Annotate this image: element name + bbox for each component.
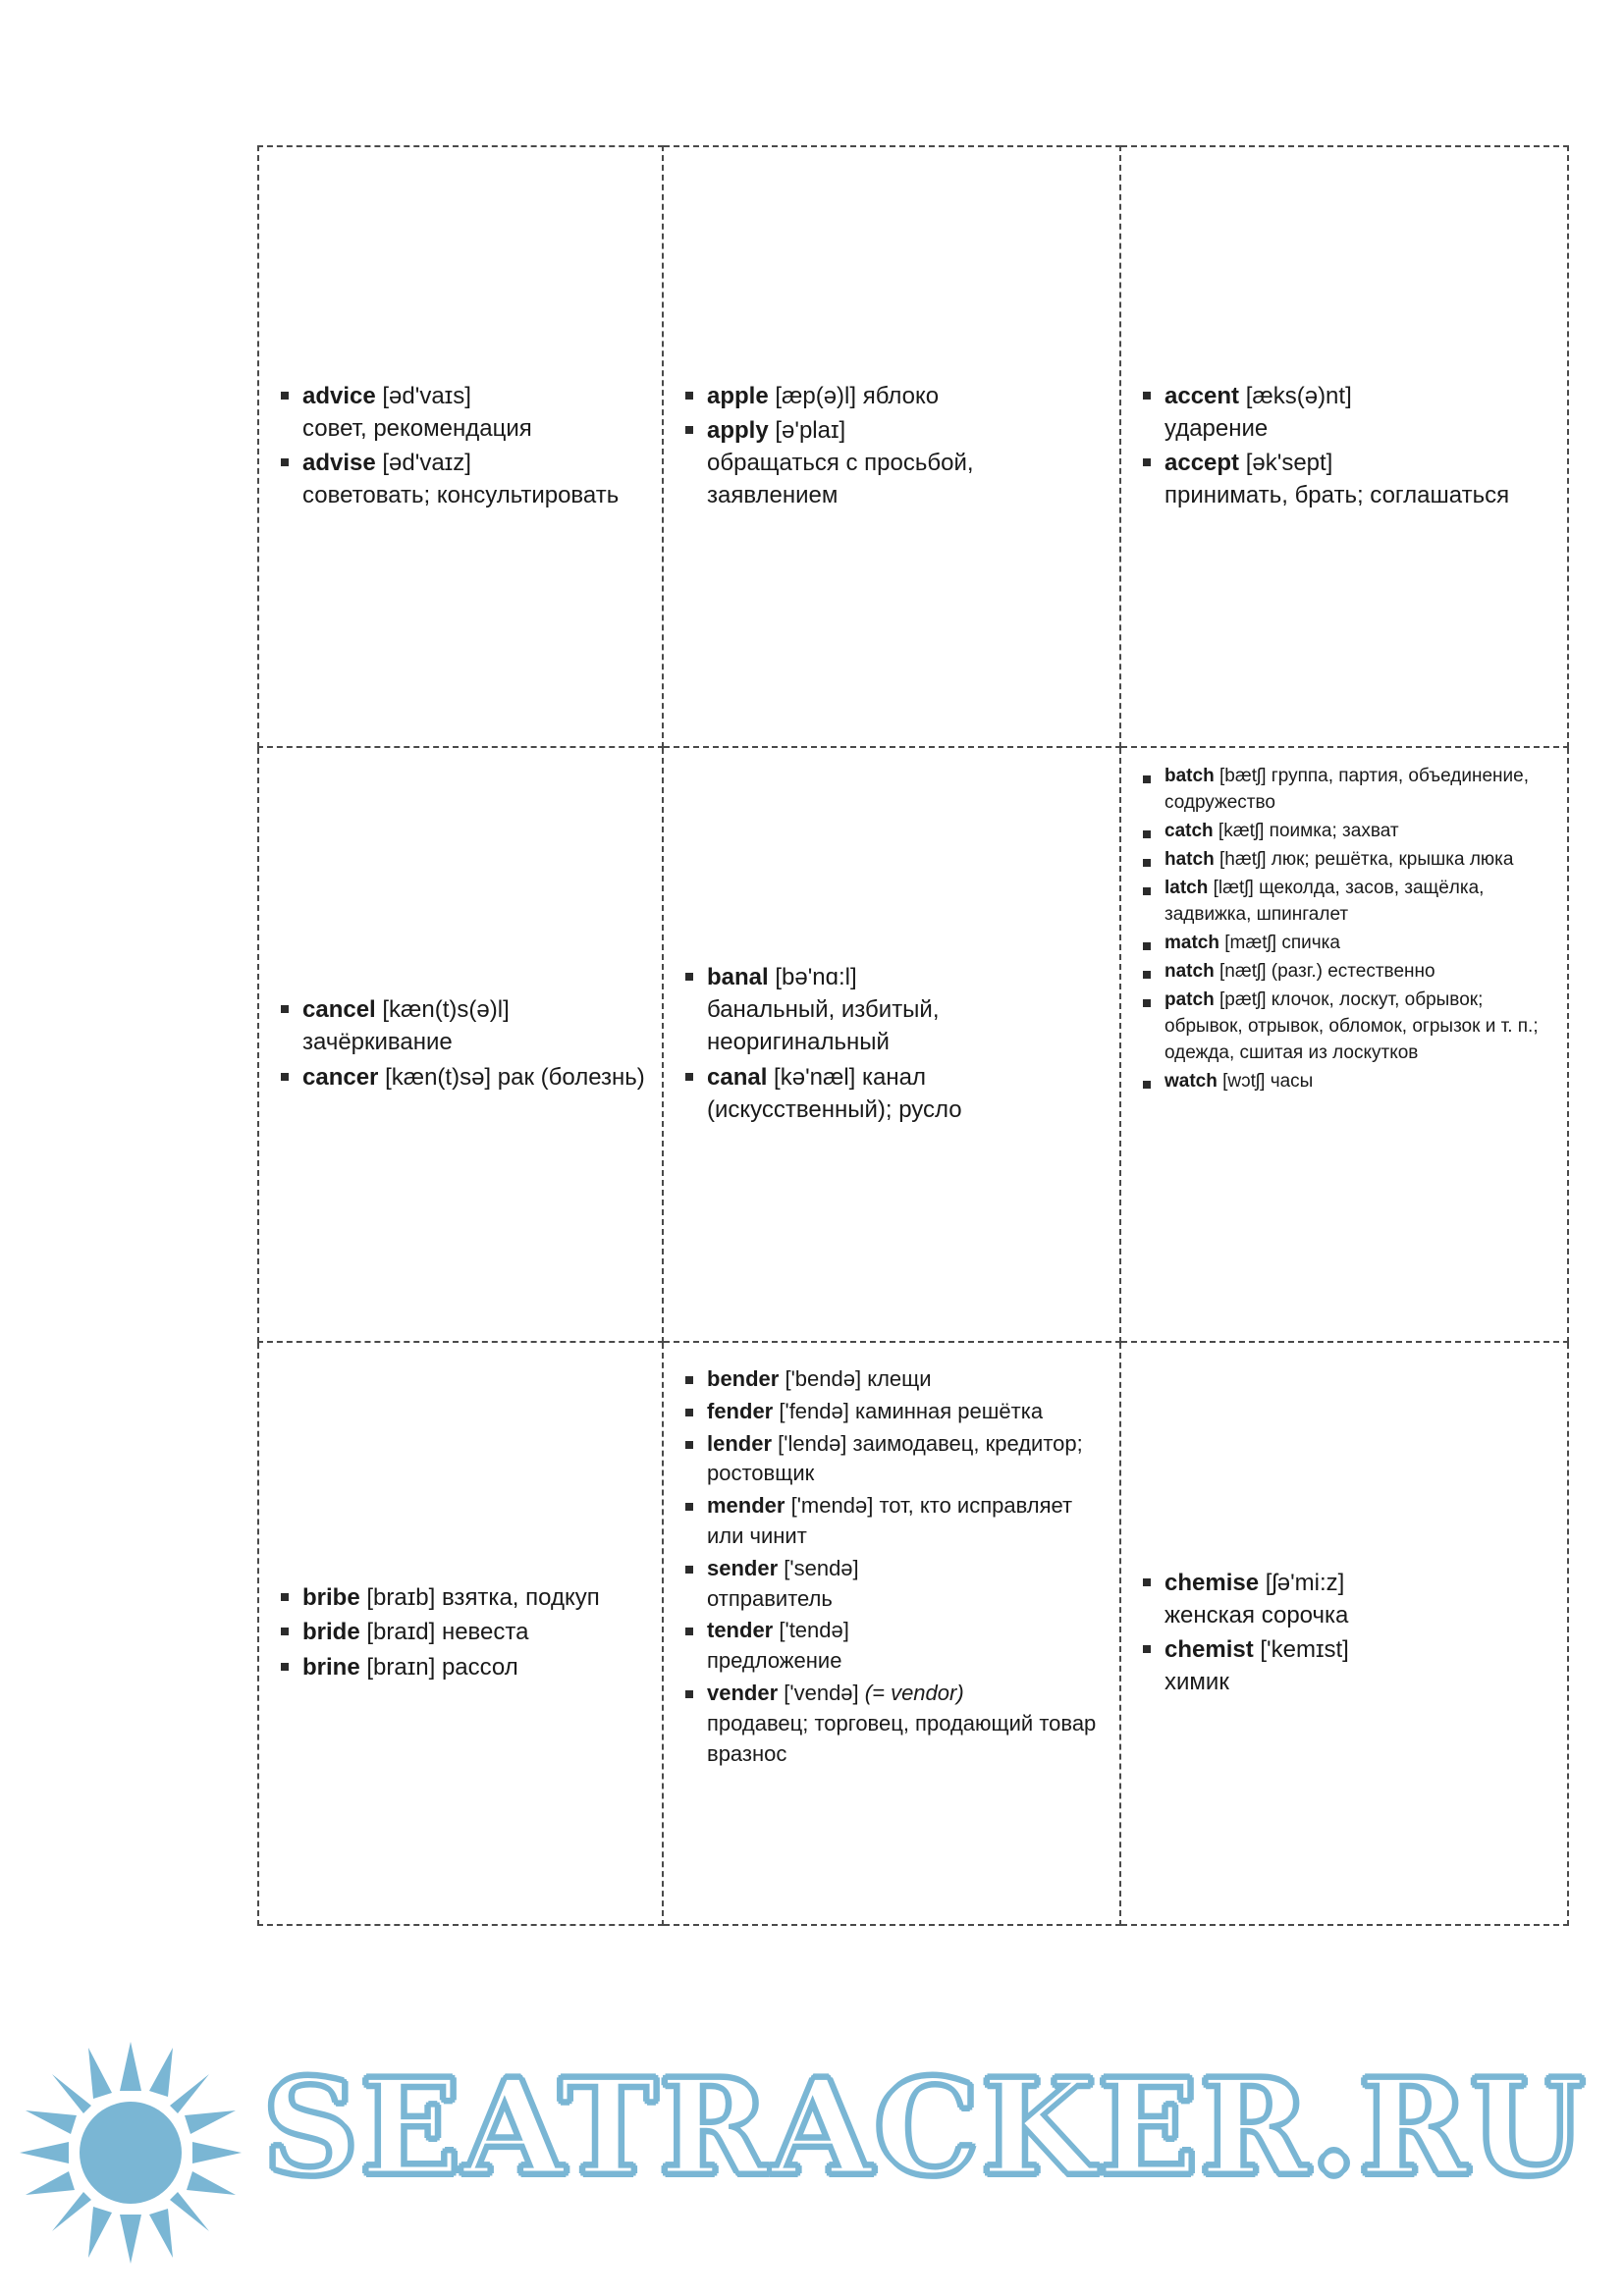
- list-item: [1139, 847, 1553, 874]
- list-item: [1139, 959, 1553, 986]
- pronunciation: ['kemɪst]: [1260, 1636, 1349, 1663]
- entry-list: [681, 1364, 1106, 1769]
- list-item: [277, 993, 648, 1058]
- cell-r3c1: [258, 1342, 663, 1925]
- list-item: [1139, 876, 1553, 929]
- list-item: [681, 1679, 1106, 1769]
- pronunciation: [ək'sept]: [1245, 450, 1333, 476]
- pronunciation: [kæn(t)s(ə)l]: [382, 996, 510, 1024]
- sun-icon: [18, 2040, 244, 2266]
- definition: банальный, избитый, неоригинальный: [707, 996, 940, 1056]
- list-item: [681, 414, 1106, 511]
- definition: принимать, брать; соглашаться: [1164, 482, 1510, 509]
- cell-r1c1: [258, 146, 663, 747]
- pronunciation: ['lendə]: [778, 1430, 847, 1456]
- definition: канал (искусственный); русло: [707, 1063, 962, 1123]
- usage-note: (= vendor): [864, 1680, 964, 1705]
- headword: hatch: [1164, 848, 1215, 870]
- table-row: [258, 146, 1568, 747]
- pronunciation: [æks(ə)nt]: [1245, 382, 1352, 409]
- pronunciation: [mætʃ]: [1224, 932, 1277, 953]
- headword: patch: [1164, 988, 1215, 1010]
- headword: batch: [1164, 766, 1215, 786]
- entry-list: [277, 993, 648, 1093]
- pronunciation: [nætʃ]: [1218, 960, 1267, 982]
- list-item: [1139, 1567, 1553, 1631]
- table-row: [258, 747, 1568, 1342]
- headword: canal: [707, 1063, 768, 1091]
- headword: cancer: [302, 1063, 379, 1091]
- cell-r3c3: [1120, 1342, 1568, 1925]
- list-item: [681, 961, 1106, 1058]
- definition: клещи: [867, 1366, 932, 1391]
- headword: tender: [707, 1618, 774, 1643]
- list-item: [1139, 931, 1553, 957]
- cell-r2c1: [258, 747, 663, 1342]
- table-row: [258, 1342, 1568, 1925]
- pronunciation: ['sendə]: [784, 1555, 859, 1580]
- pronunciation: [əd'vaɪz]: [382, 450, 471, 476]
- cell-r3c2: [663, 1342, 1120, 1925]
- definition: заимодавец, кредитор; ростовщик: [707, 1430, 1083, 1486]
- entry-list: [1139, 764, 1553, 1095]
- list-item: [1139, 819, 1553, 845]
- definition: клочок, лоскут, обрывок; обрывок, отрывок, обломок, огрызок и т. п.; одежда, сшитая из лоскутков: [1164, 988, 1539, 1063]
- list-item: [1139, 1633, 1553, 1698]
- headword: chemise: [1164, 1569, 1260, 1596]
- definition: тот, кто исправляет или чинит: [707, 1493, 1073, 1548]
- pronunciation: [braɪn]: [366, 1653, 436, 1681]
- definition: совет, рекомендация: [302, 414, 532, 442]
- definition: продавец; торговец, продающий товар вразнос: [707, 1710, 1097, 1766]
- definition: невеста: [441, 1619, 529, 1646]
- definition: химик: [1164, 1669, 1229, 1696]
- definition: люк; решётка, крышка люка: [1271, 848, 1514, 870]
- pronunciation: [kə'næl]: [774, 1063, 856, 1091]
- list-item: [681, 380, 1106, 412]
- list-item: [277, 1616, 648, 1648]
- pronunciation: [braɪd]: [366, 1619, 436, 1646]
- headword: advice: [302, 382, 376, 409]
- headword: accent: [1164, 382, 1240, 409]
- headword: match: [1164, 932, 1219, 953]
- definition: обращаться с просьбой, заявлением: [707, 450, 974, 509]
- list-item: [277, 1651, 648, 1683]
- pronunciation: [kæn(t)sə]: [385, 1063, 492, 1091]
- vocabulary-sheet: [257, 145, 1539, 1912]
- list-item: [1139, 988, 1553, 1067]
- entry-list: [681, 961, 1106, 1126]
- definition: рассол: [441, 1653, 518, 1681]
- headword: natch: [1164, 960, 1215, 982]
- list-item: [681, 1061, 1106, 1126]
- definition: каминная решётка: [854, 1398, 1044, 1423]
- cell-r1c2: [663, 146, 1120, 747]
- entry-list: [277, 1581, 648, 1682]
- definition: щеколда, засов, защёлка, задвижка, шпингалет: [1164, 877, 1485, 925]
- pronunciation: [əd'vaɪs]: [382, 382, 471, 409]
- definition: (разг.) естественно: [1271, 960, 1435, 982]
- list-item: [277, 447, 648, 511]
- pronunciation: [wɔtʃ]: [1222, 1070, 1266, 1092]
- entry-list: [277, 380, 648, 511]
- headword: accept: [1164, 450, 1240, 476]
- pronunciation: [kætʃ]: [1218, 820, 1265, 841]
- definition: группа, партия, объединение, содружество: [1164, 766, 1529, 813]
- headword: bribe: [302, 1584, 360, 1612]
- list-item: [277, 1061, 648, 1094]
- pronunciation: ['mendə]: [790, 1493, 874, 1519]
- headword: cancel: [302, 996, 376, 1024]
- pronunciation: ['tendə]: [779, 1618, 849, 1643]
- list-item: [277, 1581, 648, 1614]
- watermark: [0, 2032, 1624, 2268]
- headword: banal: [707, 964, 769, 991]
- entry-list: [1139, 380, 1553, 511]
- list-item: [1139, 447, 1553, 511]
- definition: рак (болезнь): [497, 1063, 645, 1091]
- definition: зачёркивание: [302, 1029, 453, 1056]
- pronunciation: ['fendə]: [779, 1398, 849, 1423]
- headword: apple: [707, 382, 769, 409]
- watermark-text: SEATRACKER.RU: [263, 2050, 1588, 2205]
- definition: поимка; захват: [1269, 820, 1399, 841]
- headword: apply: [707, 416, 769, 444]
- headword: watch: [1164, 1070, 1218, 1092]
- headword: bender: [707, 1366, 780, 1391]
- cell-r2c2: [663, 747, 1120, 1342]
- definition: ударение: [1164, 414, 1269, 442]
- list-item: [681, 1364, 1106, 1395]
- headword: catch: [1164, 820, 1214, 841]
- pronunciation: [bə'nɑ:l]: [775, 964, 857, 991]
- list-item: [1139, 764, 1553, 817]
- entry-list: [681, 380, 1106, 511]
- pronunciation: [ə'plaɪ]: [775, 416, 846, 444]
- definition: взятка, подкуп: [441, 1584, 600, 1612]
- pronunciation: [hætʃ]: [1218, 848, 1267, 870]
- cell-r1c3: [1120, 146, 1568, 747]
- pronunciation: [lætʃ]: [1213, 877, 1254, 898]
- pronunciation: [æp(ə)l]: [775, 382, 857, 409]
- pronunciation: [bætʃ]: [1218, 766, 1267, 786]
- vocabulary-table: [257, 145, 1569, 1926]
- cell-r2c3: [1120, 747, 1568, 1342]
- pronunciation: [pætʃ]: [1218, 988, 1267, 1010]
- list-item: [1139, 380, 1553, 445]
- headword: vender: [707, 1680, 779, 1705]
- list-item: [681, 1429, 1106, 1490]
- entry-list: [1139, 1567, 1553, 1698]
- list-item: [681, 1616, 1106, 1677]
- headword: chemist: [1164, 1636, 1254, 1663]
- headword: mender: [707, 1493, 785, 1519]
- pronunciation: ['vendə]: [784, 1680, 859, 1705]
- headword: sender: [707, 1555, 779, 1580]
- definition: часы: [1270, 1070, 1314, 1092]
- pronunciation: [braɪb]: [366, 1584, 436, 1612]
- headword: brine: [302, 1653, 360, 1681]
- headword: lender: [707, 1430, 773, 1456]
- definition: отправитель: [707, 1585, 833, 1611]
- list-item: [681, 1397, 1106, 1427]
- list-item: [681, 1491, 1106, 1552]
- definition: яблоко: [862, 382, 940, 409]
- pronunciation: ['bendə]: [785, 1366, 862, 1391]
- list-item: [681, 1554, 1106, 1615]
- list-item: [1139, 1069, 1553, 1095]
- headword: bride: [302, 1619, 360, 1646]
- headword: advise: [302, 450, 376, 476]
- definition: предложение: [707, 1648, 842, 1674]
- pronunciation: [ʃə'mi:z]: [1265, 1569, 1345, 1596]
- headword: fender: [707, 1398, 774, 1423]
- definition: советовать; консультировать: [302, 482, 620, 509]
- definition: спичка: [1281, 932, 1340, 953]
- headword: latch: [1164, 877, 1209, 898]
- definition: женская сорочка: [1164, 1601, 1349, 1629]
- list-item: [277, 380, 648, 445]
